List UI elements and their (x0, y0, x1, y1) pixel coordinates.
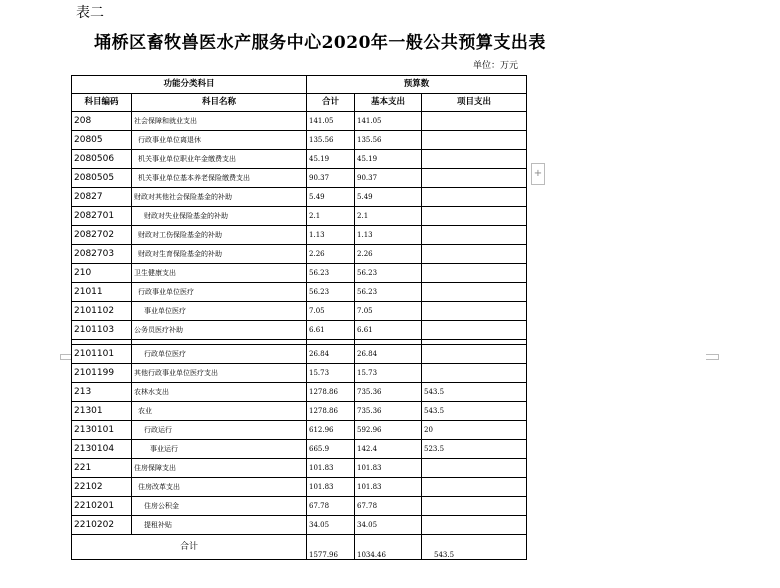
header-code: 科目编码 (72, 94, 132, 112)
table-row (72, 169, 527, 188)
cell-project (422, 150, 527, 169)
table-row (72, 245, 527, 264)
cell-code: 213 (72, 383, 132, 402)
cell-code: 20827 (72, 188, 132, 207)
cell-code: 2101199 (72, 364, 132, 383)
cell-name: 住房改革支出 (132, 478, 307, 497)
cell-project (422, 226, 527, 245)
cell-total: 1278.86 (307, 383, 355, 402)
cell-basic: 90.37 (355, 169, 422, 188)
table-row (72, 440, 527, 459)
cell-name: 农业 (132, 402, 307, 421)
document-title: 埇桥区畜牧兽医水产服务中心2020年一般公共预算支出表 (94, 33, 546, 53)
cell-project (422, 188, 527, 207)
cell-basic: 592.96 (355, 421, 422, 440)
cell-project (422, 459, 527, 478)
header-total: 合计 (307, 94, 355, 112)
cell-project (422, 364, 527, 383)
cell-project (422, 264, 527, 283)
cell-name: 卫生健康支出 (132, 264, 307, 283)
header-column-row (72, 94, 527, 112)
header-project: 项目支出 (422, 94, 527, 112)
cell-code: 2082702 (72, 226, 132, 245)
cell-code: 21301 (72, 402, 132, 421)
cell-total: 2.1 (307, 207, 355, 226)
add-handle-icon[interactable]: + (531, 163, 545, 185)
cell-name: 行政单位医疗 (132, 345, 307, 364)
cell-project (422, 497, 527, 516)
cell-code: 2082701 (72, 207, 132, 226)
cell-basic: 67.78 (355, 497, 422, 516)
table-row (72, 421, 527, 440)
header-name: 科目名称 (132, 94, 307, 112)
header-function-category: 功能分类科目 (72, 76, 307, 94)
cell-name: 财政对其他社会保险基金的补助 (132, 188, 307, 207)
cell-project: 543.5 (422, 402, 527, 421)
cell-basic: 141.05 (355, 112, 422, 131)
cell-basic: 1.13 (355, 226, 422, 245)
cell-basic: 56.23 (355, 264, 422, 283)
table-row (72, 402, 527, 421)
table-row (72, 478, 527, 497)
cell-code: 208 (72, 112, 132, 131)
table-row (72, 226, 527, 245)
cell-project (422, 169, 527, 188)
page-margin-marker-left (60, 354, 71, 360)
cell-basic: 2.1 (355, 207, 422, 226)
cell-total: 2.26 (307, 245, 355, 264)
cell-basic: 26.84 (355, 345, 422, 364)
cell-project (422, 112, 527, 131)
cell-code: 2080506 (72, 150, 132, 169)
cell-name: 住房保障支出 (132, 459, 307, 478)
cell-code: 2130101 (72, 421, 132, 440)
table-row (72, 516, 527, 535)
cell-name: 财政对失业保险基金的补助 (132, 207, 307, 226)
header-budget-amount: 预算数 (307, 76, 527, 94)
cell-total: 101.83 (307, 459, 355, 478)
cell-basic: 101.83 (355, 459, 422, 478)
table-row (72, 131, 527, 150)
cell-project (422, 245, 527, 264)
cell-name: 事业运行 (132, 440, 307, 459)
cell-total: 612.96 (307, 421, 355, 440)
cell-basic: 735.36 (355, 402, 422, 421)
cell-total: 67.78 (307, 497, 355, 516)
cell-basic: 15.73 (355, 364, 422, 383)
cell-total: 101.83 (307, 478, 355, 497)
table-row (72, 188, 527, 207)
cell-project (422, 321, 527, 340)
cell-name: 公务员医疗补助 (132, 321, 307, 340)
cell-total: 135.56 (307, 131, 355, 150)
cell-basic: 101.83 (355, 478, 422, 497)
cell-name: 住房公积金 (132, 497, 307, 516)
table-row (72, 345, 527, 364)
cell-total: 141.05 (307, 112, 355, 131)
cell-code: 2080505 (72, 169, 132, 188)
cell-name: 社会保障和就业支出 (132, 112, 307, 131)
cell-total: 15.73 (307, 364, 355, 383)
cell-code: 22102 (72, 478, 132, 497)
table-row (72, 497, 527, 516)
cell-name: 提租补贴 (132, 516, 307, 535)
table-row (72, 321, 527, 340)
cell-project (422, 302, 527, 321)
table-row (72, 302, 527, 321)
cell-code: 20805 (72, 131, 132, 150)
table-row (72, 383, 527, 402)
budget-table (71, 75, 527, 560)
cell-total: 56.23 (307, 283, 355, 302)
cell-basic: 7.05 (355, 302, 422, 321)
cell-name: 机关事业单位基本养老保险缴费支出 (132, 169, 307, 188)
cell-basic: 142.4 (355, 440, 422, 459)
cell-code: 210 (72, 264, 132, 283)
cell-basic: 56.23 (355, 283, 422, 302)
cell-total: 5.49 (307, 188, 355, 207)
total-project: 543.5 (422, 535, 527, 560)
cell-project (422, 131, 527, 150)
cell-name: 事业单位医疗 (132, 302, 307, 321)
cell-total: 1.13 (307, 226, 355, 245)
table-label: 表二 (76, 5, 104, 21)
total-basic: 1034.46 (355, 535, 422, 560)
cell-project (422, 516, 527, 535)
table-row (72, 112, 527, 131)
total-label: 合计 (72, 535, 307, 560)
table-row (72, 364, 527, 383)
cell-project (422, 478, 527, 497)
cell-basic: 135.56 (355, 131, 422, 150)
cell-total: 90.37 (307, 169, 355, 188)
table-row (72, 150, 527, 169)
cell-basic: 735.36 (355, 383, 422, 402)
cell-code: 21011 (72, 283, 132, 302)
cell-name: 其他行政事业单位医疗支出 (132, 364, 307, 383)
cell-name: 财政对生育保险基金的补助 (132, 245, 307, 264)
cell-code: 2101101 (72, 345, 132, 364)
cell-total: 45.19 (307, 150, 355, 169)
cell-code: 2210201 (72, 497, 132, 516)
cell-name: 行政运行 (132, 421, 307, 440)
cell-name: 农林水支出 (132, 383, 307, 402)
cell-basic: 6.61 (355, 321, 422, 340)
page-margin-marker-right (706, 354, 719, 360)
cell-total: 34.05 (307, 516, 355, 535)
cell-total: 6.61 (307, 321, 355, 340)
cell-total: 7.05 (307, 302, 355, 321)
cell-code: 2101103 (72, 321, 132, 340)
total-total: 1577.96 (307, 535, 355, 560)
cell-basic: 5.49 (355, 188, 422, 207)
table-row (72, 283, 527, 302)
total-row (72, 535, 527, 560)
cell-project: 543.5 (422, 383, 527, 402)
cell-project: 523.5 (422, 440, 527, 459)
cell-total: 26.84 (307, 345, 355, 364)
cell-code: 2130104 (72, 440, 132, 459)
cell-project (422, 207, 527, 226)
cell-code: 2082703 (72, 245, 132, 264)
cell-total: 665.9 (307, 440, 355, 459)
cell-basic: 34.05 (355, 516, 422, 535)
cell-name: 财政对工伤保险基金的补助 (132, 226, 307, 245)
cell-code: 2101102 (72, 302, 132, 321)
cell-name: 机关事业单位职业年金缴费支出 (132, 150, 307, 169)
cell-code: 2210202 (72, 516, 132, 535)
cell-total: 1278.86 (307, 402, 355, 421)
table-row (72, 207, 527, 226)
cell-basic: 2.26 (355, 245, 422, 264)
header-group-row (72, 76, 527, 94)
table-row (72, 459, 527, 478)
cell-name: 行政事业单位离退休 (132, 131, 307, 150)
table-row (72, 264, 527, 283)
cell-code: 221 (72, 459, 132, 478)
unit-label: 单位：万元 (473, 61, 519, 71)
cell-project (422, 283, 527, 302)
cell-total: 56.23 (307, 264, 355, 283)
header-basic: 基本支出 (355, 94, 422, 112)
cell-project (422, 345, 527, 364)
cell-project: 20 (422, 421, 527, 440)
cell-name: 行政事业单位医疗 (132, 283, 307, 302)
cell-basic: 45.19 (355, 150, 422, 169)
